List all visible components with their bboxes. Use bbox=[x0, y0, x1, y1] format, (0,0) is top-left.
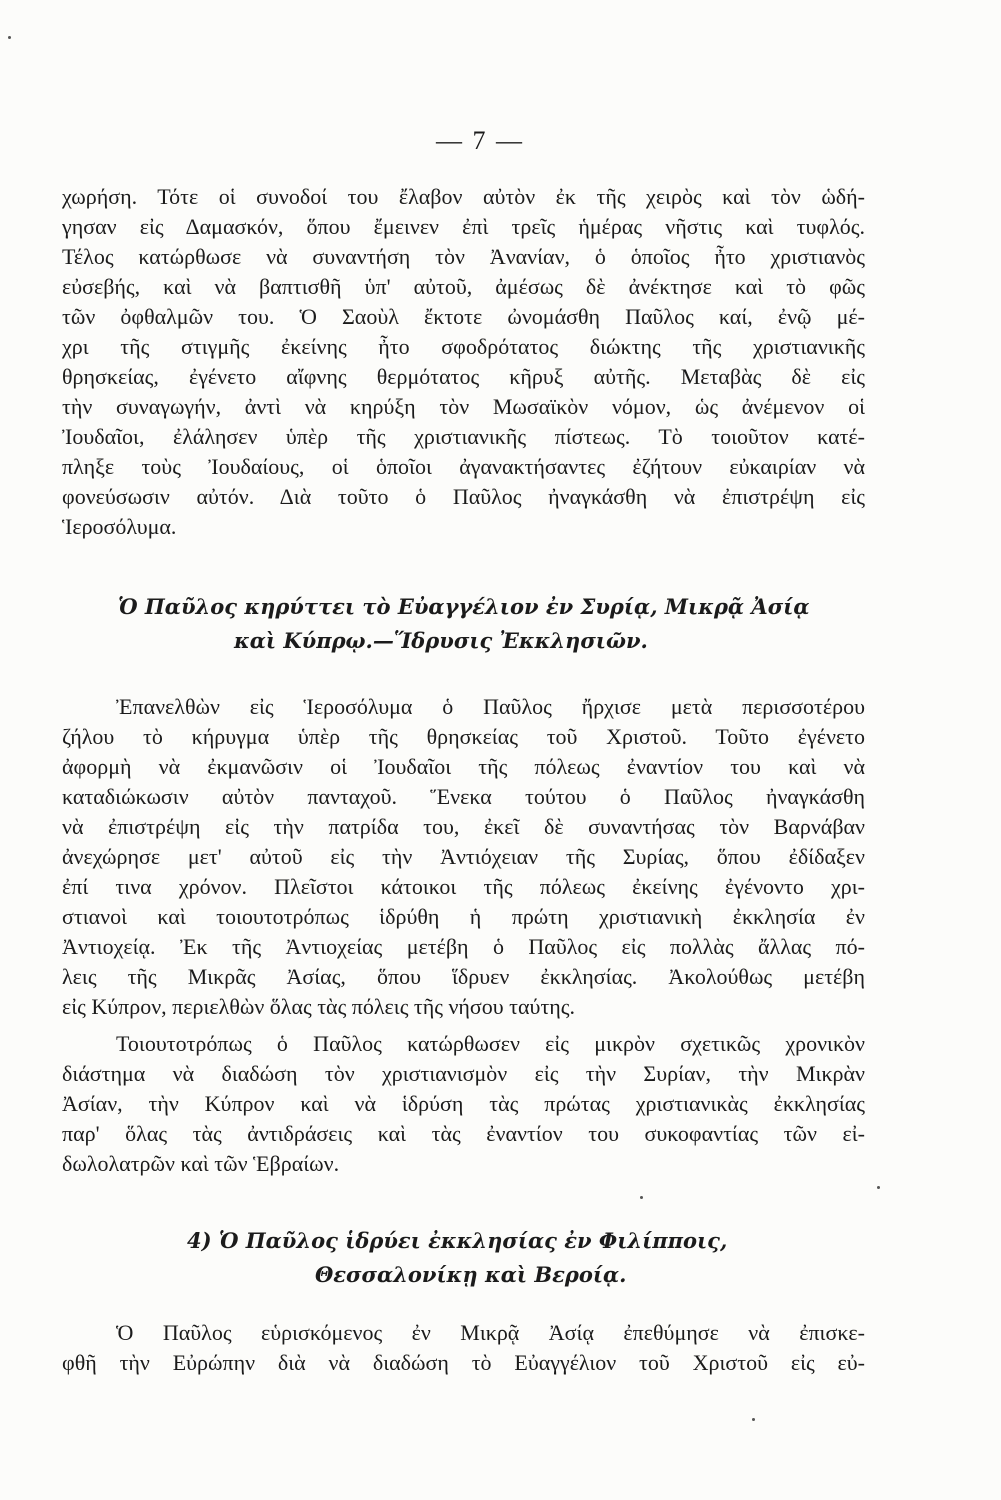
text-line: θρησκείας, ἐγένετο αἴφνης θερμότατος κῆρυξ αὐτῆς. Μεταβὰς δὲ εἰς bbox=[62, 364, 865, 389]
text-line: εὐσεβής, καὶ νὰ βαπτισθῆ ὑπ' αὐτοῦ, ἀμέσως δὲ ἀνέκτησε καὶ τὸ φῶς bbox=[62, 274, 865, 299]
text-line: διάστημα νὰ διαδώση τὸν χριστιανισμὸν εἰς τὴν Συρίαν, τὴν Μικρὰν bbox=[62, 1061, 865, 1086]
text-line: στιανοὶ καὶ τοιουτοτρόπως ἱδρύθη ἡ πρώτη χριστιανικὴ ἐκκλησία ἐν bbox=[62, 904, 865, 929]
text-line: τῶν ὀφθαλμῶν του. Ὁ Σαοὺλ ἔκτοτε ὠνομάσθη Παῦλος καί, ἐνῷ μέ- bbox=[62, 304, 865, 329]
text-line: καταδιώκωσιν αὐτὸν πανταχοῦ. Ἕνεκα τούτου ὁ Παῦλος ἠναγκάσθη bbox=[62, 784, 865, 809]
text-line: δωλολατρῶν καὶ τῶν Ἑβραίων. bbox=[62, 1151, 340, 1176]
text-line: χρι τῆς στιγμῆς ἐκείνης ἦτο σφοδρότατος διώκτης τῆς χριστιανικῆς bbox=[62, 334, 865, 359]
text-line: ζήλου τὸ κήρυγμα ὑπὲρ τῆς θρησκείας τοῦ Χριστοῦ. Τοῦτο ἐγένετο bbox=[62, 724, 865, 749]
text-line: πληξε τοὺς Ἰουδαίους, οἱ ὁποῖοι ἀγανακτήσαντες ἐζήτουν εὐκαιρίαν νὰ bbox=[62, 454, 865, 479]
section-heading: Ὁ Παῦλος κηρύττει τὸ Εὐαγγέλιον ἐν Συρίᾳ, Μικρᾷ Ἀσίᾳ bbox=[118, 594, 810, 619]
scan-speck bbox=[640, 1196, 643, 1199]
text-line: ἐπί τινα χρόνον. Πλεῖστοι κάτοικοι τῆς πόλεως ἐκείνης ἐγένοντο χρι- bbox=[62, 874, 865, 899]
page-number: — 7 — bbox=[436, 126, 524, 155]
scan-speck bbox=[877, 1186, 880, 1189]
text-line: φονεύσωσιν αὐτόν. Διὰ τοῦτο ὁ Παῦλος ἠναγκάσθη νὰ ἐπιστρέψη εἰς bbox=[62, 484, 865, 509]
scan-speck bbox=[752, 1418, 755, 1421]
text-line: γησαν εἰς Δαμασκόν, ὅπου ἔμεινεν ἐπὶ τρεῖς ἡμέρας νῆστις καὶ τυφλός. bbox=[62, 214, 865, 239]
text-line: νὰ ἐπιστρέψη εἰς τὴν πατρίδα του, ἐκεῖ δὲ συναντήσας τὸν Βαρνάβαν bbox=[62, 814, 865, 839]
text-line: Ὁ Παῦλος εὑρισκόμενος ἐν Μικρᾷ Ἀσίᾳ ἐπεθύμησε νὰ ἐπισκε- bbox=[116, 1320, 865, 1345]
text-line: Τέλος κατώρθωσε νὰ συναντήση τὸν Ἀνανίαν, ὁ ὁποῖος ἦτο χριστιανὸς bbox=[62, 244, 865, 269]
scan-speck bbox=[8, 36, 11, 39]
text-line: φθῆ τὴν Εὐρώπην διὰ νὰ διαδώση τὸ Εὐαγγέλιον τοῦ Χριστοῦ εἰς εὐ- bbox=[62, 1350, 865, 1375]
text-line: ἀνεχώρησε μετ' αὐτοῦ εἰς τὴν Ἀντιόχειαν τῆς Συρίας, ὅπου ἐδίδαξεν bbox=[62, 844, 865, 869]
text-line: χωρήση. Τότε οἱ συνοδοί του ἔλαβον αὐτὸν ἐκ τῆς χειρὸς καὶ τὸν ὡδή- bbox=[62, 184, 865, 209]
text-line: Τοιουτοτρόπως ὁ Παῦλος κατώρθωσεν εἰς μικρὸν σχετικῶς χρονικὸν bbox=[116, 1031, 865, 1056]
text-line: λεις τῆς Μικρᾶς Ἀσίας, ὅπου ἵδρυεν ἐκκλησίας. Ἀκολούθως μετέβη bbox=[62, 964, 865, 989]
text-line: ἀφορμὴ νὰ ἐκμανῶσιν οἱ Ἰουδαῖοι τῆς πόλεως ἐναντίον του καὶ νὰ bbox=[62, 754, 865, 779]
text-line: εἰς Κύπρον, περιελθὼν ὅλας τὰς πόλεις τῆς νήσου ταύτης. bbox=[62, 994, 576, 1019]
text-line: Ἀσίαν, τὴν Κύπρον καὶ νὰ ἱδρύση τὰς πρώτας χριστιανικὰς ἐκκλησίας bbox=[62, 1091, 865, 1116]
text-line: Ἐπανελθὼν εἰς Ἱεροσόλυμα ὁ Παῦλος ἤρχισε μετὰ περισσοτέρου bbox=[116, 694, 865, 719]
text-line: τὴν συναγωγήν, ἀντὶ νὰ κηρύξη τὸν Μωσαϊκὸν νόμον, ὡς ἀνέμενον οἱ bbox=[62, 394, 865, 419]
section-heading: Θεσσαλονίκῃ καὶ Βεροίᾳ. bbox=[315, 1262, 627, 1287]
text-line: Ἀντιοχείᾳ. Ἐκ τῆς Ἀντιοχείας μετέβη ὁ Παῦλος εἰς πολλὰς ἄλλας πό- bbox=[62, 934, 865, 959]
text-line: Ἱεροσόλυμα. bbox=[62, 514, 177, 539]
text-line: Ἰουδαῖοι, ἐλάλησεν ὑπὲρ τῆς χριστιανικῆς πίστεως. Τὸ τοιοῦτον κατέ- bbox=[62, 424, 865, 449]
section-heading: 4) Ὁ Παῦλος ἱδρύει ἐκκλησίας ἐν Φιλίπποις, bbox=[187, 1228, 728, 1253]
section-heading: καὶ Κύπρῳ.—Ἵδρυσις Ἐκκλησιῶν. bbox=[234, 628, 648, 653]
text-line: παρ' ὅλας τὰς ἀντιδράσεις καὶ τὰς ἐναντίον του συκοφαντίας τῶν εἰ- bbox=[62, 1121, 865, 1146]
